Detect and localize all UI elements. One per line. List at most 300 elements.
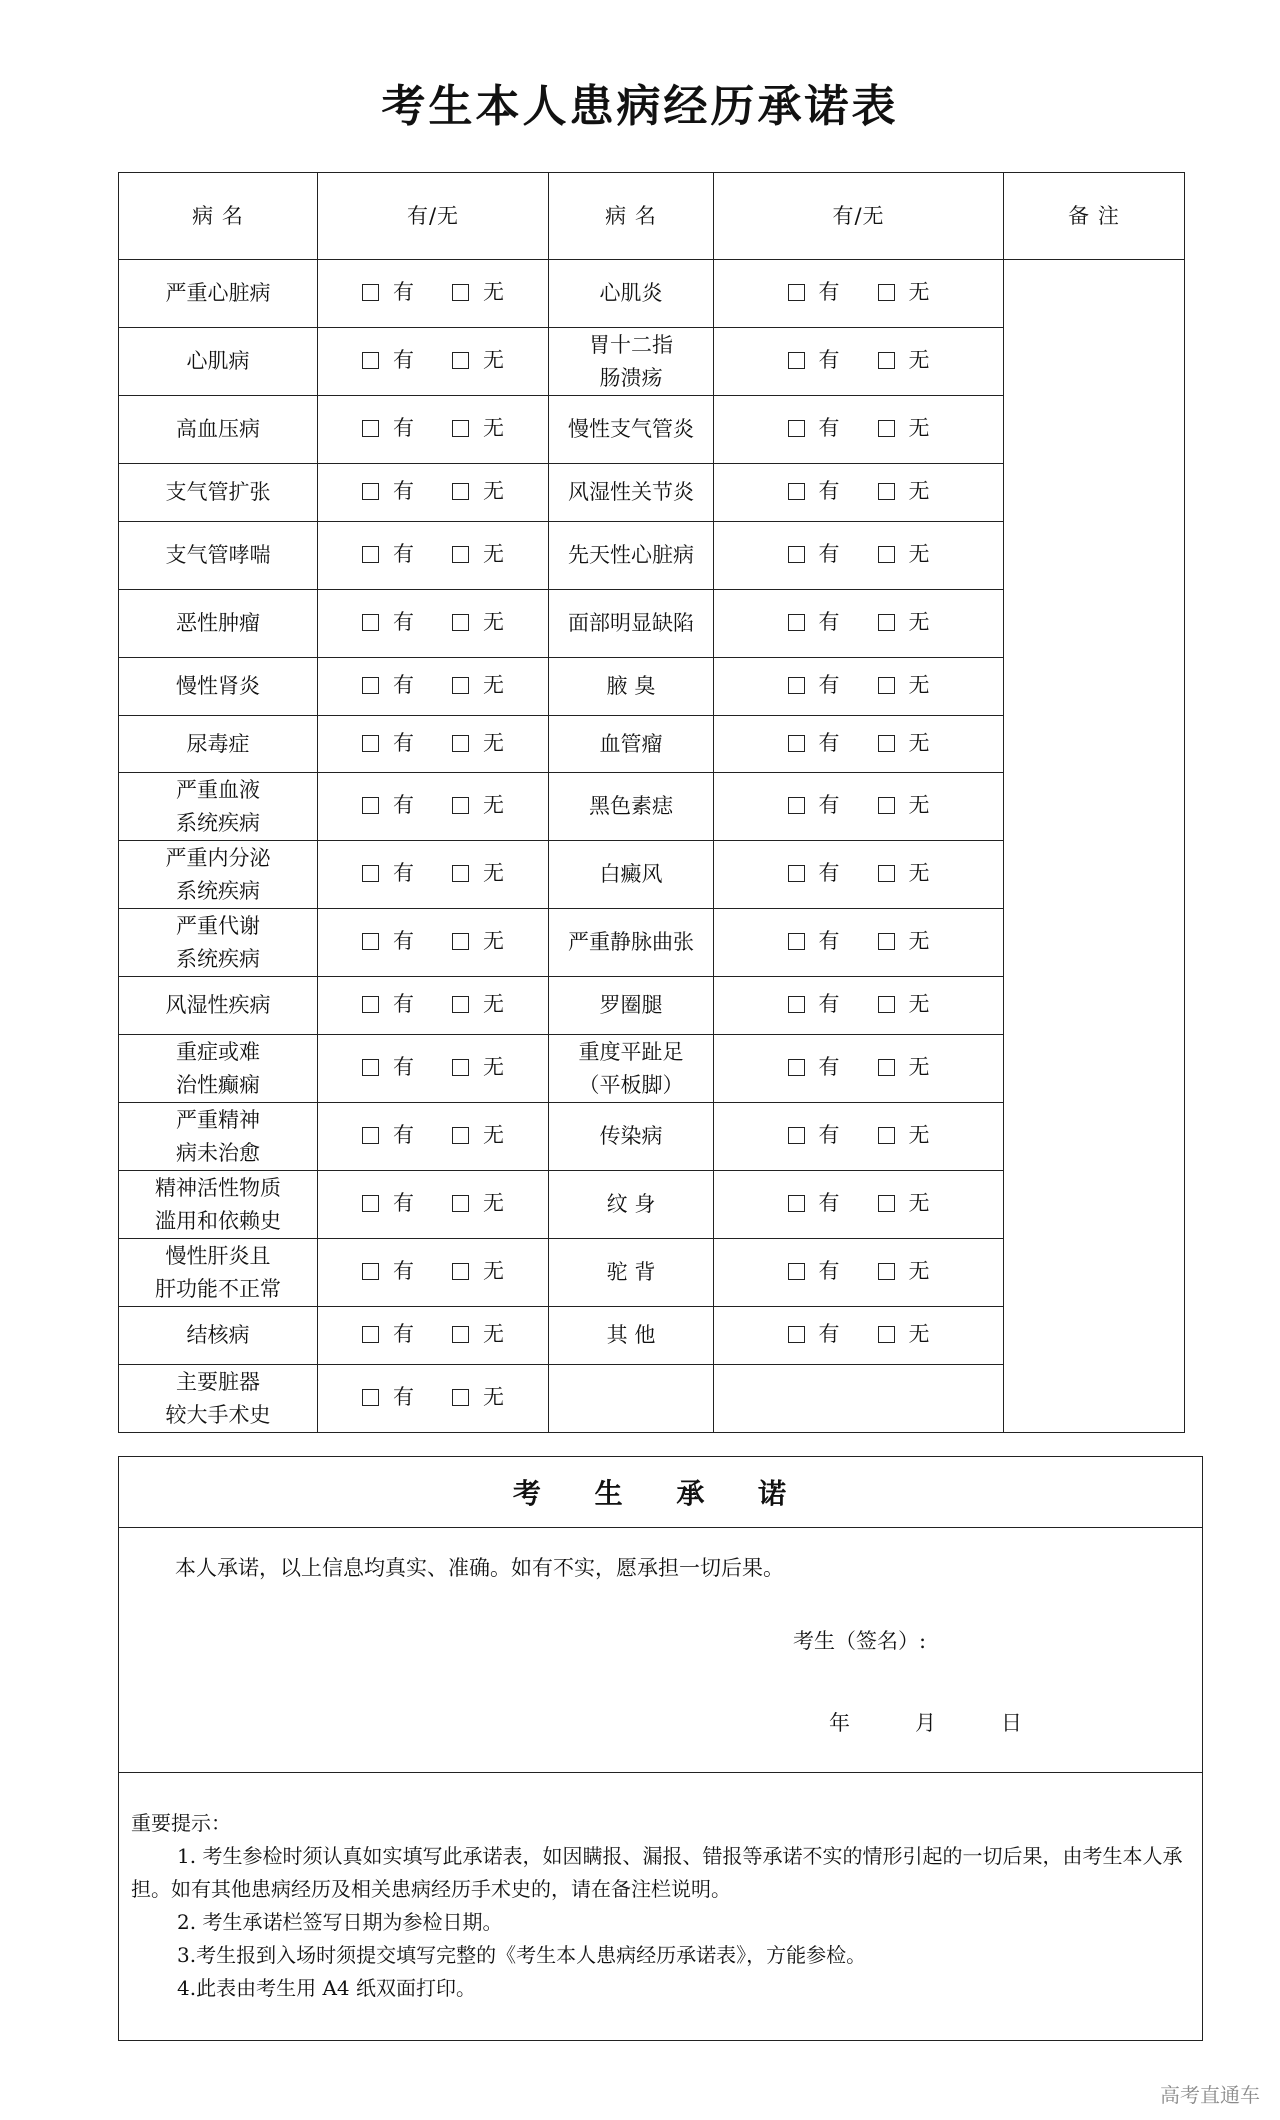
illness-name: 罗圈腿 [549,977,714,1035]
no-label: 无 [908,348,930,372]
yes-label: 有 [818,861,840,885]
no-option[interactable] [878,727,930,760]
no-label: 无 [483,730,504,755]
yes-no-options [714,396,1004,464]
yes-option[interactable] [362,1318,414,1351]
note-item-2: 2. 考生承诺栏签写日期为参检日期。 [177,1910,503,1934]
header-yes-no-1: 有/无 [318,173,549,260]
no-checkbox[interactable] [452,996,469,1013]
yes-label: 有 [818,793,840,817]
yes-option[interactable] [362,1119,414,1152]
yes-no-options [714,658,1004,716]
no-label: 无 [908,1055,930,1079]
no-label: 无 [483,1055,504,1079]
illness-name: 恶性肿瘤 [119,590,318,658]
illness-name: 结核病 [119,1307,318,1365]
illness-name: 面部明显缺陷 [549,590,714,658]
no-label: 无 [483,542,504,566]
illness-name: 支气管扩张 [119,464,318,522]
illness-name: 重症或难 治性癫痫 [119,1035,318,1103]
yes-checkbox[interactable] [788,735,805,752]
yes-no-options [714,522,1004,590]
no-checkbox[interactable] [452,352,469,369]
yes-checkbox[interactable] [362,284,379,301]
illness-name: 严重静脉曲张 [549,909,714,977]
yes-option[interactable] [788,925,840,958]
illness-name: 先天性心脏病 [549,522,714,590]
no-option[interactable] [878,606,930,639]
note-item-1 [131,1840,1192,1906]
table-body [119,260,1185,1433]
no-checkbox[interactable] [452,797,469,814]
no-option[interactable] [452,925,504,958]
note-item-1-continuation: 由考生本人承担。如有其他患病经历及相关患病经历手术史的，请在备注栏说明。 [131,1844,1183,1901]
yes-option[interactable] [362,988,414,1021]
no-label: 无 [908,479,930,503]
no-option[interactable] [452,1187,504,1220]
yes-option[interactable] [788,1187,840,1220]
illness-name: 心肌炎 [549,260,714,328]
yes-option[interactable] [362,344,414,377]
yes-checkbox[interactable] [362,996,379,1013]
notes-heading: 重要提示： [131,1811,231,1835]
yes-no-options [714,977,1004,1035]
illness-name: 其 他 [549,1307,714,1365]
date-day-label: 日 [1001,1711,1022,1735]
no-checkbox[interactable] [452,614,469,631]
yes-label: 有 [818,348,840,372]
yes-no-options [714,909,1004,977]
illness-name: 重度平趾足 （平板脚） [549,1035,714,1103]
note-item-1-line: 1. 考生参检时须认真如实填写此承诺表，如因瞒报、漏报、错报等承诺不实的情形引起的一切后果， [177,1844,1063,1868]
no-label: 无 [908,1191,930,1215]
yes-no-options [318,1035,549,1103]
yes-checkbox[interactable] [788,1195,805,1212]
yes-label: 有 [818,1055,840,1079]
no-option[interactable] [452,344,504,377]
no-label: 无 [483,280,504,304]
table-row [119,260,1185,328]
date-year-label: 年 [829,1711,850,1735]
no-label: 无 [483,992,504,1016]
yes-checkbox[interactable] [788,996,805,1013]
yes-checkbox[interactable] [788,1263,805,1280]
yes-checkbox[interactable] [788,420,805,437]
illness-name: 尿毒症 [119,716,318,773]
no-label: 无 [908,542,930,566]
yes-label: 有 [393,861,414,885]
no-label: 无 [908,793,930,817]
yes-no-options [714,590,1004,658]
yes-checkbox[interactable] [788,483,805,500]
illness-name: 腋 臭 [549,658,714,716]
illness-name: 精神活性物质 滥用和依赖史 [119,1171,318,1239]
yes-checkbox[interactable] [788,933,805,950]
yes-option[interactable] [788,727,840,760]
no-checkbox[interactable] [452,735,469,752]
yes-label: 有 [393,992,414,1016]
yes-no-options [318,464,549,522]
yes-label: 有 [393,1191,414,1215]
no-option[interactable] [452,606,504,639]
note-item-4: 4.此表由考生用 A4 纸双面打印。 [177,1976,476,2000]
yes-option[interactable] [362,1051,414,1084]
yes-label: 有 [393,793,414,817]
yes-option[interactable] [362,1381,414,1414]
yes-checkbox[interactable] [788,546,805,563]
yes-checkbox[interactable] [788,865,805,882]
yes-label: 有 [393,416,414,440]
no-checkbox[interactable] [878,1263,895,1280]
yes-checkbox[interactable] [362,933,379,950]
no-label: 无 [483,479,504,503]
yes-option[interactable] [788,988,840,1021]
page-title: 考生本人患病经历承诺表 [381,81,899,132]
no-option[interactable] [878,344,930,377]
yes-option[interactable] [788,1119,840,1152]
no-option[interactable] [878,538,930,571]
yes-checkbox[interactable] [362,546,379,563]
no-label: 无 [483,610,504,634]
yes-no-options [318,1365,549,1433]
yes-label: 有 [393,479,414,503]
yes-no-options [714,1171,1004,1239]
yes-label: 有 [393,730,414,755]
illness-name: 驼 背 [549,1239,714,1307]
no-checkbox[interactable] [878,1195,895,1212]
no-option[interactable] [452,1381,504,1414]
yes-no-options [318,396,549,464]
no-option[interactable] [878,475,930,508]
yes-no-options [714,260,1004,328]
pledge-body [119,1528,1202,1773]
illness-name: 血管瘤 [549,716,714,773]
yes-no-options [318,1171,549,1239]
illness-name: 风湿性关节炎 [549,464,714,522]
no-checkbox[interactable] [452,284,469,301]
yes-label: 有 [818,1259,840,1283]
watermark: 高考直通车 [1160,2083,1260,2107]
no-checkbox[interactable] [878,1127,895,1144]
yes-no-options [318,716,549,773]
yes-option[interactable] [788,857,840,890]
yes-label: 有 [393,1385,414,1409]
yes-label: 有 [818,416,840,440]
yes-option[interactable] [788,276,840,309]
no-label: 无 [908,416,930,440]
no-option[interactable] [452,412,504,445]
yes-option[interactable] [362,1187,414,1220]
yes-no-options [318,1239,549,1307]
yes-label: 有 [393,673,414,697]
yes-no-options [714,773,1004,841]
yes-checkbox[interactable] [362,1326,379,1343]
no-label: 无 [483,348,504,372]
yes-option[interactable] [362,727,414,760]
yes-label: 有 [393,348,414,372]
illness-name: 传染病 [549,1103,714,1171]
no-option[interactable] [452,538,504,571]
illness-name: 严重血液 系统疾病 [119,773,318,841]
no-checkbox[interactable] [878,677,895,694]
yes-option[interactable] [362,475,414,508]
illness-name [549,1365,714,1433]
yes-option[interactable] [788,1318,840,1351]
yes-checkbox[interactable] [362,352,379,369]
no-option[interactable] [878,789,930,822]
yes-label: 有 [393,542,414,566]
yes-option[interactable] [788,789,840,822]
no-option[interactable] [452,988,504,1021]
yes-option[interactable] [362,789,414,822]
no-checkbox[interactable] [878,865,895,882]
yes-checkbox[interactable] [362,797,379,814]
yes-option[interactable] [788,538,840,571]
pledge-statement: 本人承诺，以上信息均真实、准确。如有不实，愿承担一切后果。 [175,1556,784,1580]
no-label: 无 [483,1322,504,1346]
yes-checkbox[interactable] [788,284,805,301]
yes-checkbox[interactable] [788,352,805,369]
yes-option[interactable] [788,412,840,445]
illness-name: 支气管哮喘 [119,522,318,590]
yes-label: 有 [818,1191,840,1215]
yes-option[interactable] [362,669,414,702]
yes-no-options [318,841,549,909]
yes-label: 有 [818,542,840,566]
yes-label: 有 [393,280,414,304]
yes-no-options [318,773,549,841]
no-checkbox[interactable] [878,284,895,301]
illness-name: 胃十二指 肠溃疡 [549,328,714,396]
illness-name: 慢性肾炎 [119,658,318,716]
no-label: 无 [483,861,504,885]
no-checkbox[interactable] [452,1127,469,1144]
yes-label: 有 [818,929,840,953]
no-checkbox[interactable] [452,1326,469,1343]
pledge-section [118,1456,1203,2041]
yes-checkbox[interactable] [362,614,379,631]
yes-label: 有 [393,1123,414,1147]
no-option[interactable] [878,925,930,958]
note-item-3: 3.考生报到入场时须提交填写完整的《考生本人患病经历承诺表》，方能参检。 [177,1943,867,1967]
illness-name: 严重精神 病未治愈 [119,1103,318,1171]
illness-name: 黑色素痣 [549,773,714,841]
no-option[interactable] [878,412,930,445]
no-checkbox[interactable] [452,483,469,500]
yes-no-options [714,841,1004,909]
illness-name: 风湿性疾病 [119,977,318,1035]
yes-checkbox[interactable] [788,1326,805,1343]
no-checkbox[interactable] [878,735,895,752]
yes-option[interactable] [788,1255,840,1288]
no-checkbox[interactable] [878,614,895,631]
no-label: 无 [483,1191,504,1215]
no-label: 无 [908,610,930,634]
no-option[interactable] [878,669,930,702]
signature-label: 考生（签名）: [793,1629,927,1653]
yes-option[interactable] [362,857,414,890]
no-checkbox[interactable] [878,797,895,814]
no-label: 无 [483,1123,504,1147]
yes-option[interactable] [362,1255,414,1288]
yes-no-options [318,1103,549,1171]
yes-label: 有 [818,730,840,755]
no-checkbox[interactable] [878,546,895,563]
no-checkbox[interactable] [452,1389,469,1406]
yes-checkbox[interactable] [788,677,805,694]
no-label: 无 [908,1322,930,1346]
yes-option[interactable] [788,475,840,508]
yes-label: 有 [393,1055,414,1079]
yes-checkbox[interactable] [362,677,379,694]
no-label: 无 [908,280,930,304]
yes-checkbox[interactable] [788,614,805,631]
no-checkbox[interactable] [452,1195,469,1212]
yes-checkbox[interactable] [362,865,379,882]
no-label: 无 [483,416,504,440]
yes-label: 有 [818,479,840,503]
illness-name: 主要脏器 较大手术史 [119,1365,318,1433]
no-checkbox[interactable] [452,546,469,563]
illness-name: 严重代谢 系统疾病 [119,909,318,977]
no-option[interactable] [452,1255,504,1288]
no-checkbox[interactable] [452,933,469,950]
no-checkbox[interactable] [878,352,895,369]
table-header-row [119,173,1185,260]
yes-label: 有 [393,929,414,953]
no-option[interactable] [878,1318,930,1351]
yes-no-options [714,716,1004,773]
no-label: 无 [483,929,504,953]
header-illness-name-2: 病 名 [549,173,714,260]
no-checkbox[interactable] [878,1326,895,1343]
no-option[interactable] [878,1187,930,1220]
yes-label: 有 [818,992,840,1016]
yes-option[interactable] [362,538,414,571]
no-label: 无 [908,1259,930,1283]
no-label: 无 [908,730,930,755]
no-label: 无 [908,673,930,697]
no-checkbox[interactable] [878,483,895,500]
yes-no-options [714,1103,1004,1171]
signature-field[interactable] [793,1625,926,1655]
no-option[interactable] [452,857,504,890]
no-option[interactable] [878,1255,930,1288]
no-checkbox[interactable] [452,677,469,694]
no-checkbox[interactable] [452,865,469,882]
yes-checkbox[interactable] [362,735,379,752]
no-option[interactable] [452,727,504,760]
yes-checkbox[interactable] [788,797,805,814]
yes-checkbox[interactable] [362,420,379,437]
no-checkbox[interactable] [452,420,469,437]
yes-option[interactable] [362,925,414,958]
header-yes-no-2: 有/无 [714,173,1004,260]
yes-label: 有 [393,610,414,634]
no-option[interactable] [452,1119,504,1152]
yes-no-options [318,590,549,658]
yes-option[interactable] [362,276,414,309]
illness-name: 严重心脏病 [119,260,318,328]
important-notes [119,1773,1202,2005]
yes-label: 有 [818,1322,840,1346]
illness-name: 严重内分泌 系统疾病 [119,841,318,909]
illness-name: 高血压病 [119,396,318,464]
no-option[interactable] [452,276,504,309]
yes-no-options [714,1307,1004,1365]
yes-label: 有 [393,1259,414,1283]
no-option[interactable] [878,988,930,1021]
no-label: 无 [908,861,930,885]
yes-checkbox[interactable] [362,483,379,500]
yes-checkbox[interactable] [362,1127,379,1144]
date-month-label: 月 [915,1711,936,1735]
no-checkbox[interactable] [878,420,895,437]
remarks-cell[interactable] [1004,260,1185,1433]
illness-name: 慢性支气管炎 [549,396,714,464]
no-label: 无 [908,1123,930,1147]
no-label: 无 [908,992,930,1016]
empty-cell [714,1365,1004,1433]
yes-checkbox[interactable] [362,1195,379,1212]
yes-no-options [318,522,549,590]
yes-option[interactable] [788,669,840,702]
illness-name: 慢性肝炎且 肝功能不正常 [119,1239,318,1307]
no-option[interactable] [452,1051,504,1084]
header-illness-name-1: 病 名 [119,173,318,260]
illness-name: 白癜风 [549,841,714,909]
no-option[interactable] [452,475,504,508]
yes-checkbox[interactable] [788,1127,805,1144]
yes-no-options [714,1239,1004,1307]
yes-checkbox[interactable] [362,1389,379,1406]
yes-no-options [318,1307,549,1365]
yes-option[interactable] [788,344,840,377]
no-label: 无 [483,793,504,817]
no-checkbox[interactable] [878,996,895,1013]
yes-checkbox[interactable] [788,1059,805,1076]
yes-label: 有 [818,280,840,304]
yes-option[interactable] [788,1051,840,1084]
header-remarks: 备 注 [1004,173,1185,260]
no-option[interactable] [452,1318,504,1351]
yes-no-options [318,328,549,396]
no-option[interactable] [452,669,504,702]
no-option[interactable] [878,857,930,890]
no-option[interactable] [878,1119,930,1152]
yes-no-options [714,464,1004,522]
no-checkbox[interactable] [878,1059,895,1076]
yes-no-options [318,977,549,1035]
yes-checkbox[interactable] [362,1059,379,1076]
no-label: 无 [908,929,930,953]
illness-name: 心肌病 [119,328,318,396]
yes-no-options [318,658,549,716]
yes-checkbox[interactable] [362,1263,379,1280]
yes-no-options [318,260,549,328]
no-option[interactable] [452,789,504,822]
no-option[interactable] [878,1051,930,1084]
no-checkbox[interactable] [452,1059,469,1076]
no-checkbox[interactable] [878,933,895,950]
no-option[interactable] [878,276,930,309]
yes-label: 有 [393,1322,414,1346]
yes-label: 有 [818,673,840,697]
yes-option[interactable] [362,606,414,639]
no-checkbox[interactable] [452,1263,469,1280]
yes-option[interactable] [788,606,840,639]
yes-option[interactable] [362,412,414,445]
